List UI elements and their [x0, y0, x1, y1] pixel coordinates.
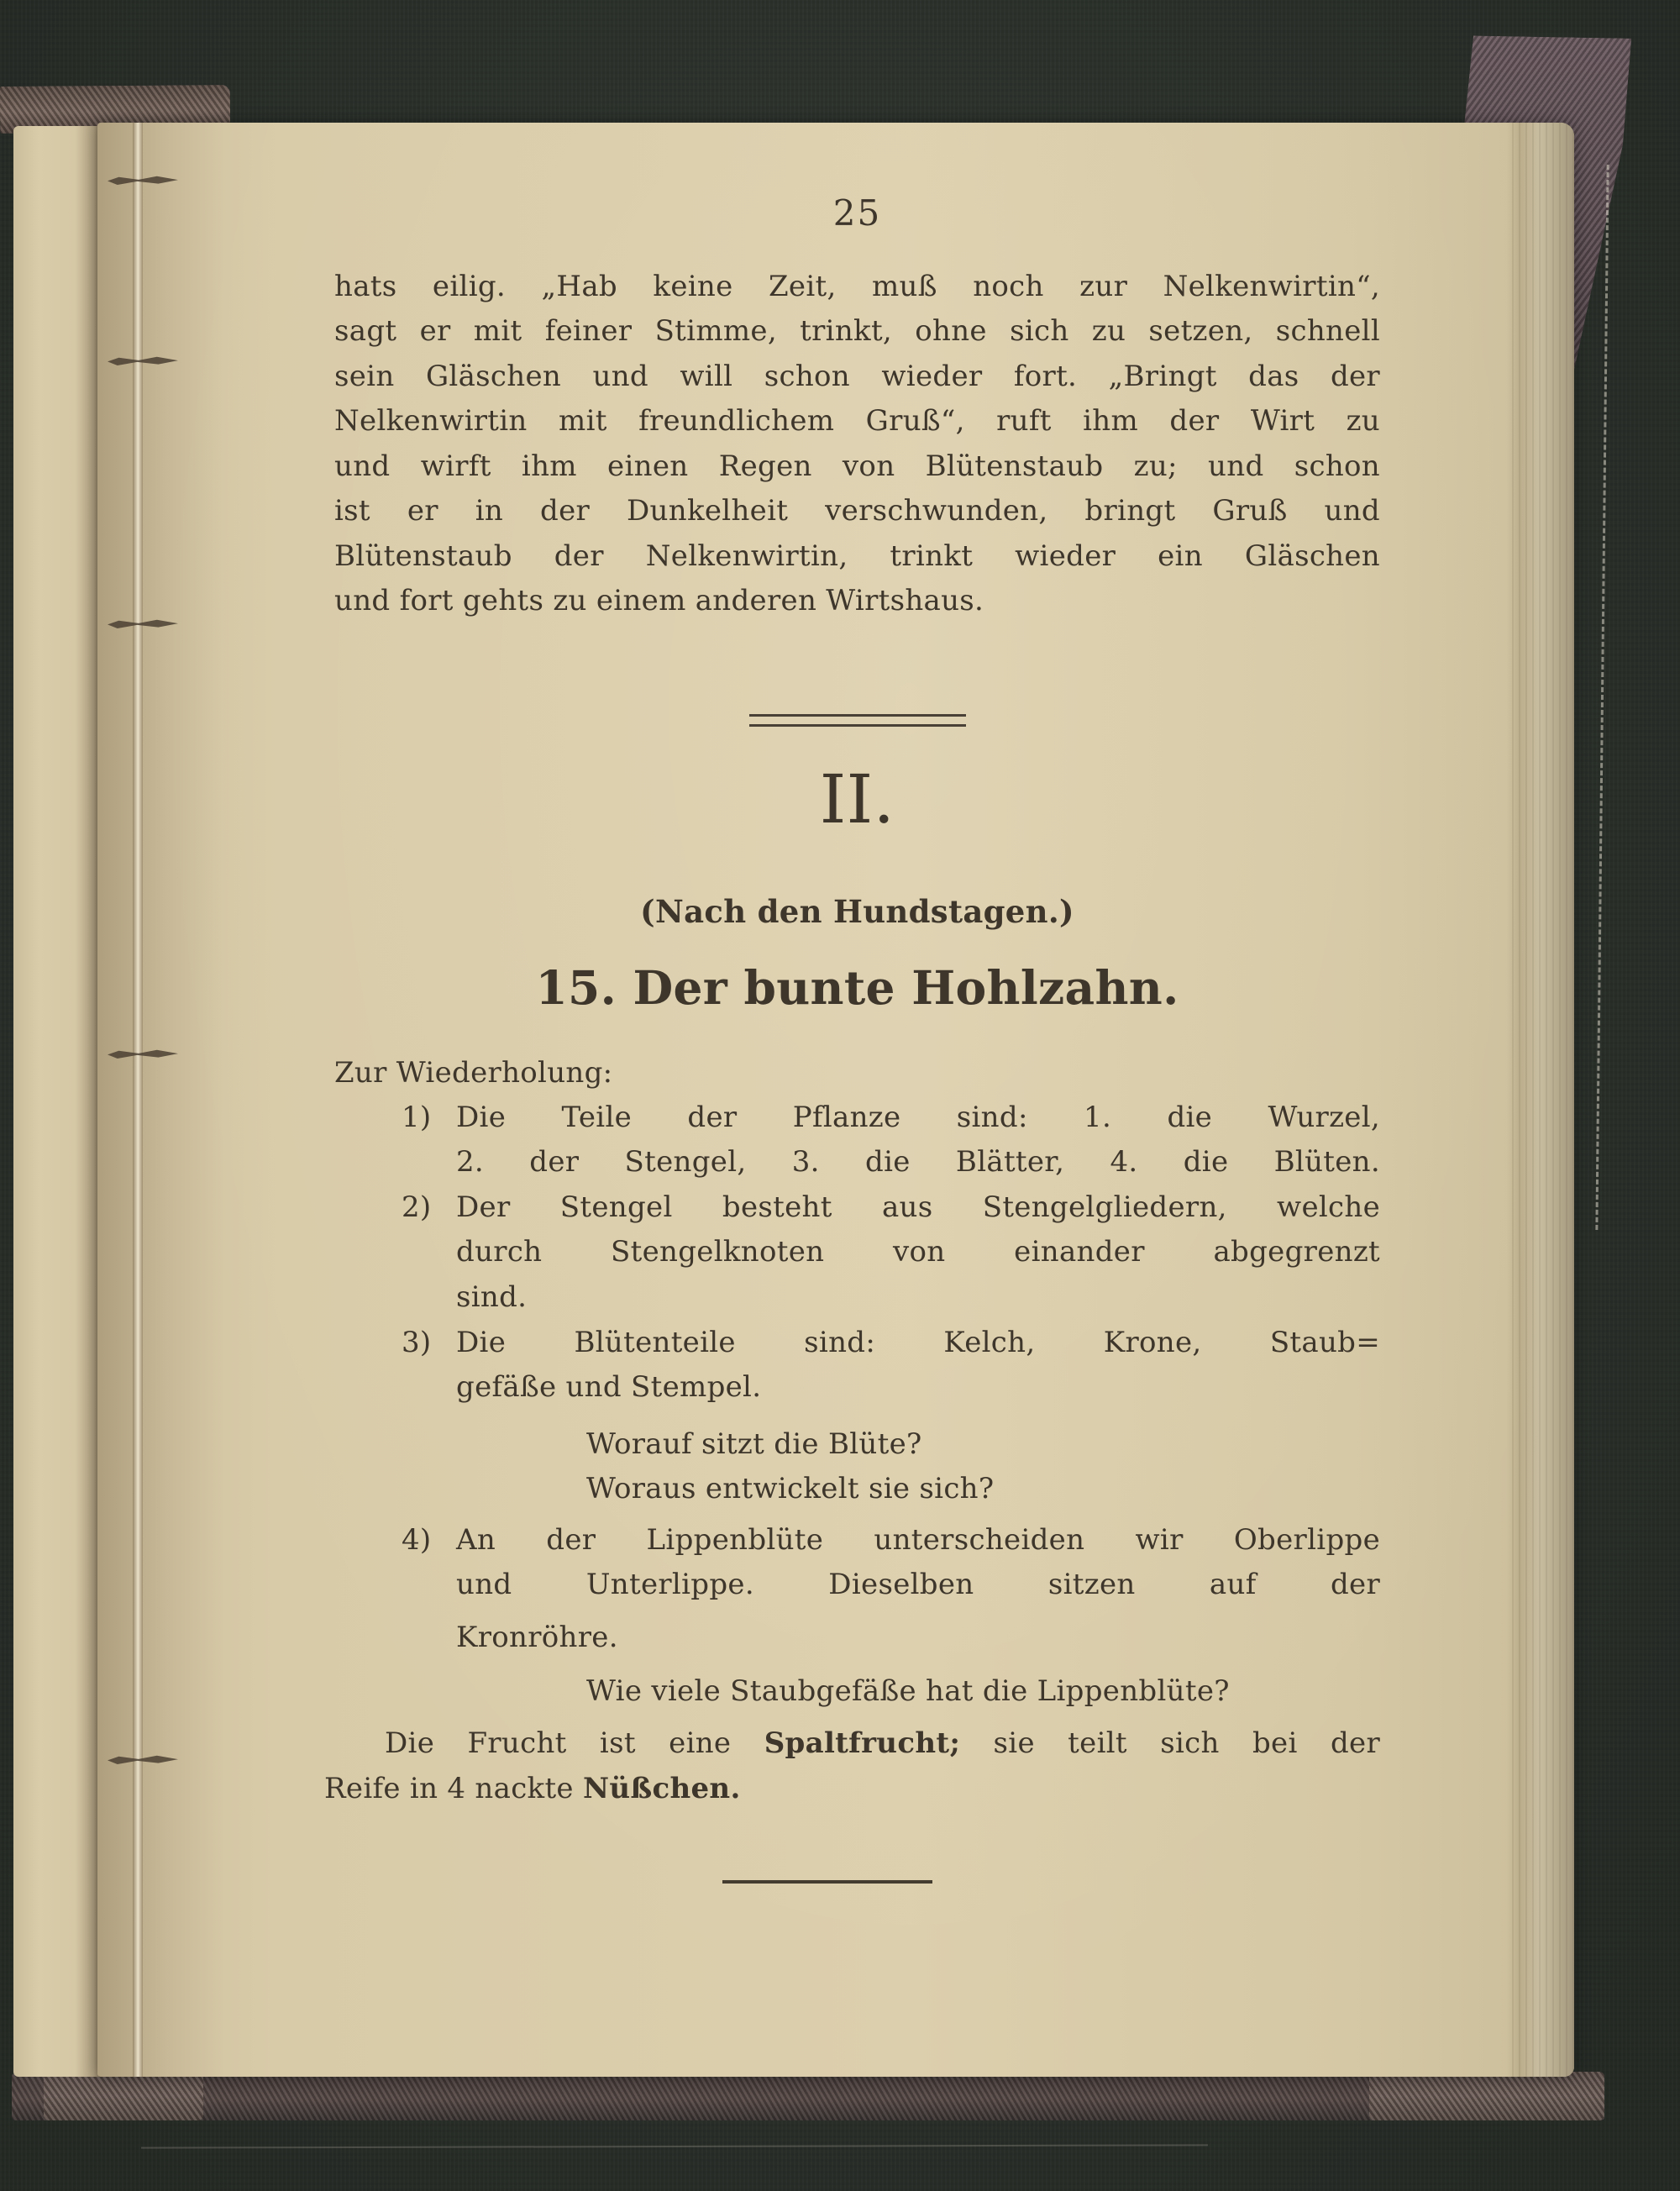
- list-line: durch Stengelknoten von einander abgegrenzt: [456, 1235, 1380, 1269]
- cover-scratch-line: [141, 2144, 1208, 2148]
- section-divider-top: [749, 714, 966, 727]
- text-line: hats eilig. „Hab keine Zeit, muß noch zur Nelkenwirtin“,: [334, 270, 1380, 303]
- book-page: [97, 123, 1574, 2077]
- page-number: 25: [832, 192, 882, 234]
- list-line-text: Die Blütenteile sind: Kelch, Krone, Staub=: [456, 1326, 1380, 1359]
- section-divider-bottom: [722, 1880, 932, 1884]
- text-line: sein Gläschen und will schon wieder fort. „Bringt das der: [334, 360, 1380, 393]
- list-line: 2. der Stengel, 3. die Blätter, 4. die Blüten.: [456, 1145, 1380, 1179]
- closing-bold-term: Nüßchen.: [582, 1772, 741, 1805]
- text-column: [324, 123, 1380, 2077]
- closing-line: [334, 1726, 1380, 1762]
- repetition-intro: Zur Wiederholung:: [334, 1056, 613, 1090]
- binding-stitch: [108, 617, 178, 631]
- bottom-band-patch-left: [44, 2072, 203, 2120]
- gutter-fold-line: [133, 123, 143, 2077]
- closing-line: [324, 1771, 1370, 1807]
- list-item-marker: 2): [402, 1190, 432, 1224]
- question-line: Woraus entwickelt sie sich?: [586, 1472, 995, 1505]
- section-subtitle: (Nach den Hundstagen.): [640, 893, 1074, 930]
- question-line: Worauf sitzt die Blüte?: [586, 1427, 922, 1461]
- section-numeral: II.: [819, 760, 895, 838]
- text-line: ist er in der Dunkelheit verschwunden, bringt Gruß und: [334, 494, 1380, 528]
- list-line-text: An der Lippenblüte unterscheiden wir Oberlippe: [456, 1523, 1380, 1557]
- list-item-marker: 4): [402, 1523, 432, 1557]
- closing-text: Die Frucht ist eine: [385, 1726, 764, 1760]
- text-line: sagt er mit feiner Stimme, trinkt, ohne sich zu setzen, schnell: [334, 314, 1380, 348]
- question-line: Wie viele Staubgefäße hat die Lippenblüte?: [586, 1674, 1230, 1708]
- page-fore-edge: [1507, 123, 1574, 2077]
- list-line-text: Der Stengel besteht aus Stengelgliedern, welche: [456, 1190, 1380, 1224]
- closing-text: sie teilt sich bei der: [960, 1726, 1380, 1760]
- text-line: Blütenstaub der Nelkenwirtin, trinkt wieder ein Gläschen: [334, 539, 1380, 573]
- list-line: [334, 1190, 1380, 1226]
- binding-stitch: [108, 173, 178, 187]
- text-line: und wirft ihm einen Regen von Blütenstaub zu; und schon: [334, 449, 1380, 483]
- list-line-text: Die Teile der Pflanze sind: 1. die Wurzel,: [456, 1101, 1380, 1134]
- gutter-shadow: [97, 123, 223, 2077]
- binding-stitch: [108, 1752, 178, 1767]
- list-item-marker: 3): [402, 1326, 432, 1359]
- list-line: [334, 1325, 1380, 1361]
- closing-bold-term: Spaltfrucht;: [764, 1726, 961, 1760]
- list-line: Kronröhre.: [456, 1621, 618, 1654]
- text-line: Nelkenwirtin mit freundlichem Gruß“, ruft ihm der Wirt zu: [334, 404, 1380, 438]
- binding-stitch: [108, 1047, 178, 1061]
- bottom-binding-band: [12, 2073, 1604, 2120]
- bottom-band-patch-right: [1369, 2072, 1604, 2120]
- list-line: [334, 1522, 1380, 1558]
- list-line: [334, 1100, 1380, 1136]
- cover-seam-stitching: [1595, 165, 1609, 1230]
- facing-page-edge: [13, 126, 99, 2077]
- list-item-marker: 1): [402, 1101, 432, 1134]
- list-line: sind.: [456, 1280, 528, 1314]
- list-line: und Unterlippe. Dieselben sitzen auf der: [456, 1568, 1380, 1601]
- text-line: und fort gehts zu einem anderen Wirtshaus.: [334, 584, 984, 617]
- chapter-title: 15. Der bunte Hohlzahn.: [535, 960, 1179, 1015]
- closing-text: Reife in 4 nackte: [324, 1772, 583, 1805]
- list-line: gefäße und Stempel.: [456, 1370, 762, 1404]
- binding-stitch: [108, 354, 178, 368]
